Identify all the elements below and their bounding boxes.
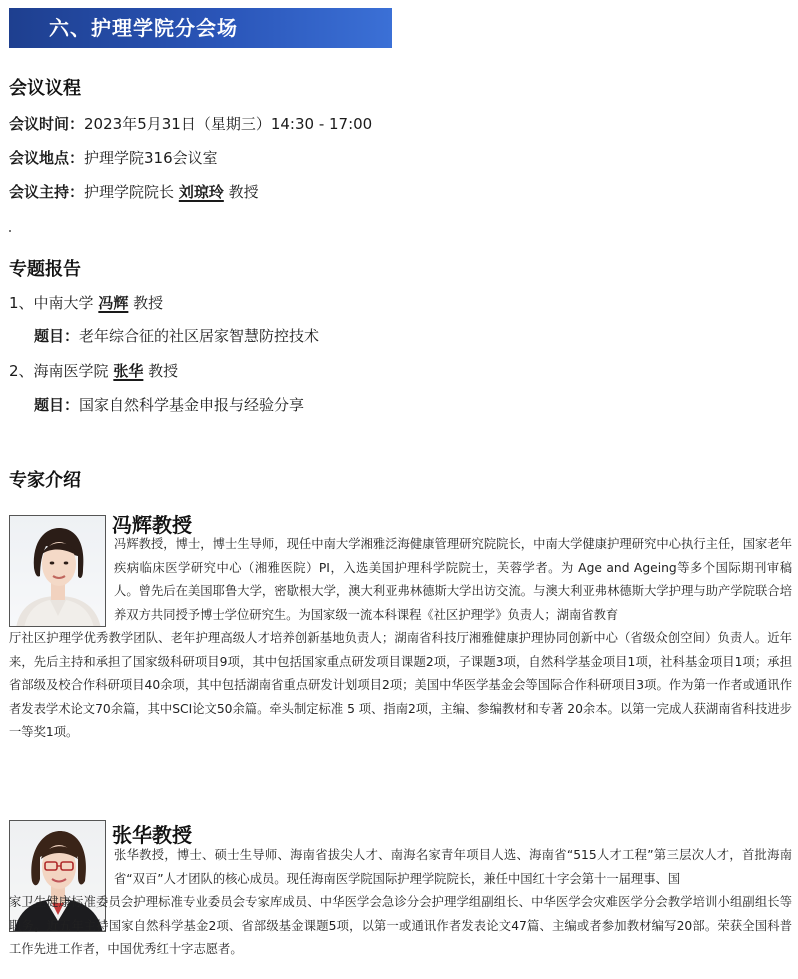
expert-bio-bottom: 家卫生健康标准委员会护理标准专业委员会专家库成员、中华医学会急诊分会护理学组副组长、中华医学会灾难医学分会教学培训小组副组长等职务。近五年主持国家自然科学基金2项、省部级基金课题5项，以第一或通讯作者发表论文47篇、主编或者参加教材编写20部。荣获全国科普工作先进工作者，中国优秀红十字志愿者。 xyxy=(9,895,792,957)
experts-heading: 专家介绍 xyxy=(9,470,81,491)
meeting-time-value: 2023年5月31日（星期三）14:30 - 17:00 xyxy=(84,115,373,133)
expert-name: 张华教授 xyxy=(112,823,192,847)
expert-bio-top: 冯辉教授，博士，博士生导师，现任中南大学湘雅泛海健康管理研究院院长，中南大学健康护理研究中心执行主任，国家老年疾病临床医学研究中心（湘雅医院）PI，入选美国护理科学院院士，芙蓉学者。为 Age and Ageing等多个国际期刊审稿人。曾先后在美国耶鲁大学，密歇根大学，澳大利亚弗林德斯大学出访交流。与澳大利亚弗林德斯大学护理与助产学院联合培养双方共同授予博士学位研究生。为国家级一流本科课程《社区护理学》负责人；湖南省教育 xyxy=(114,537,792,622)
report-index: 2、 xyxy=(9,362,34,380)
expert-photo-feng-hui xyxy=(9,515,106,627)
report-speaker-name: 张华 xyxy=(113,362,144,380)
report-speaker-name: 冯辉 xyxy=(98,294,129,312)
meeting-time xyxy=(9,113,372,134)
meeting-location-label: 会议地点： xyxy=(9,149,85,167)
report-item-2 xyxy=(9,360,178,381)
report-topic-2 xyxy=(34,394,304,415)
report-org: 海南医学院 xyxy=(33,362,109,380)
report-index: 1、 xyxy=(9,294,34,312)
report-topic-1 xyxy=(34,325,319,346)
agenda-heading: 会议议程 xyxy=(9,78,81,99)
meeting-host-suffix: 教授 xyxy=(228,183,259,201)
report-topic-value: 国家自然科学基金申报与经验分享 xyxy=(79,396,305,414)
report-item-1 xyxy=(9,292,163,313)
meeting-host xyxy=(9,181,259,202)
report-topic-value: 老年综合征的社区居家智慧防控技术 xyxy=(79,327,320,345)
reports-heading: 专题报告 xyxy=(9,259,81,280)
meeting-location-value: 护理学院316会议室 xyxy=(84,149,218,167)
portrait-icon xyxy=(10,516,106,627)
report-speaker-title: 教授 xyxy=(148,362,179,380)
meeting-host-prefix: 护理学院院长 xyxy=(84,183,175,201)
meeting-location xyxy=(9,147,218,168)
expert-bio-top: 张华教授，博士、硕士生导师、海南省拔尖人才、南海名家青年项目人选、海南省“515人才工程”第三层次人才，首批海南省“双百”人才团队的核心成员。现任海南医学院国际护理学院院长，兼任中国红十字会第十一届理事、国 xyxy=(114,848,792,886)
report-topic-label: 题目： xyxy=(34,396,80,414)
report-org: 中南大学 xyxy=(33,294,94,312)
meeting-host-label: 会议主持： xyxy=(9,183,85,201)
expert-bio-bottom: 厅社区护理学优秀教学团队、老年护理高级人才培养创新基地负责人；湖南省科技厅湘雅健康护理协同创新中心（省级众创空间）负责人。近年来，先后主持和承担了国家级科研项目9项，其中包括国家重点研发项目课题2项，子课题3项，自然科学基金项目1项，社科基金项目1项；承担省部级及校合作科研项目40余项，其中包括湖南省重点研发计划项目2项；美国中华医学基金会等国际合作科研项目3项。作为第一作者或通讯作者发表学术论文70余篇，其中SCI论文50余篇。牵头制定标准 5 项、指南2项，主编、参编教材和专著 20余本。以第一完成人获湖南省科技进步一等奖1项。 xyxy=(9,631,792,740)
meeting-host-name: 刘琼玲 xyxy=(178,183,224,201)
report-speaker-title: 教授 xyxy=(133,294,164,312)
section-title: 六、护理学院分会场 xyxy=(49,16,238,40)
expert-name: 冯辉教授 xyxy=(112,513,192,537)
section-banner xyxy=(9,8,392,48)
report-topic-label: 题目： xyxy=(34,327,80,345)
divider-dot xyxy=(9,230,11,232)
meeting-time-label: 会议时间： xyxy=(9,115,85,133)
